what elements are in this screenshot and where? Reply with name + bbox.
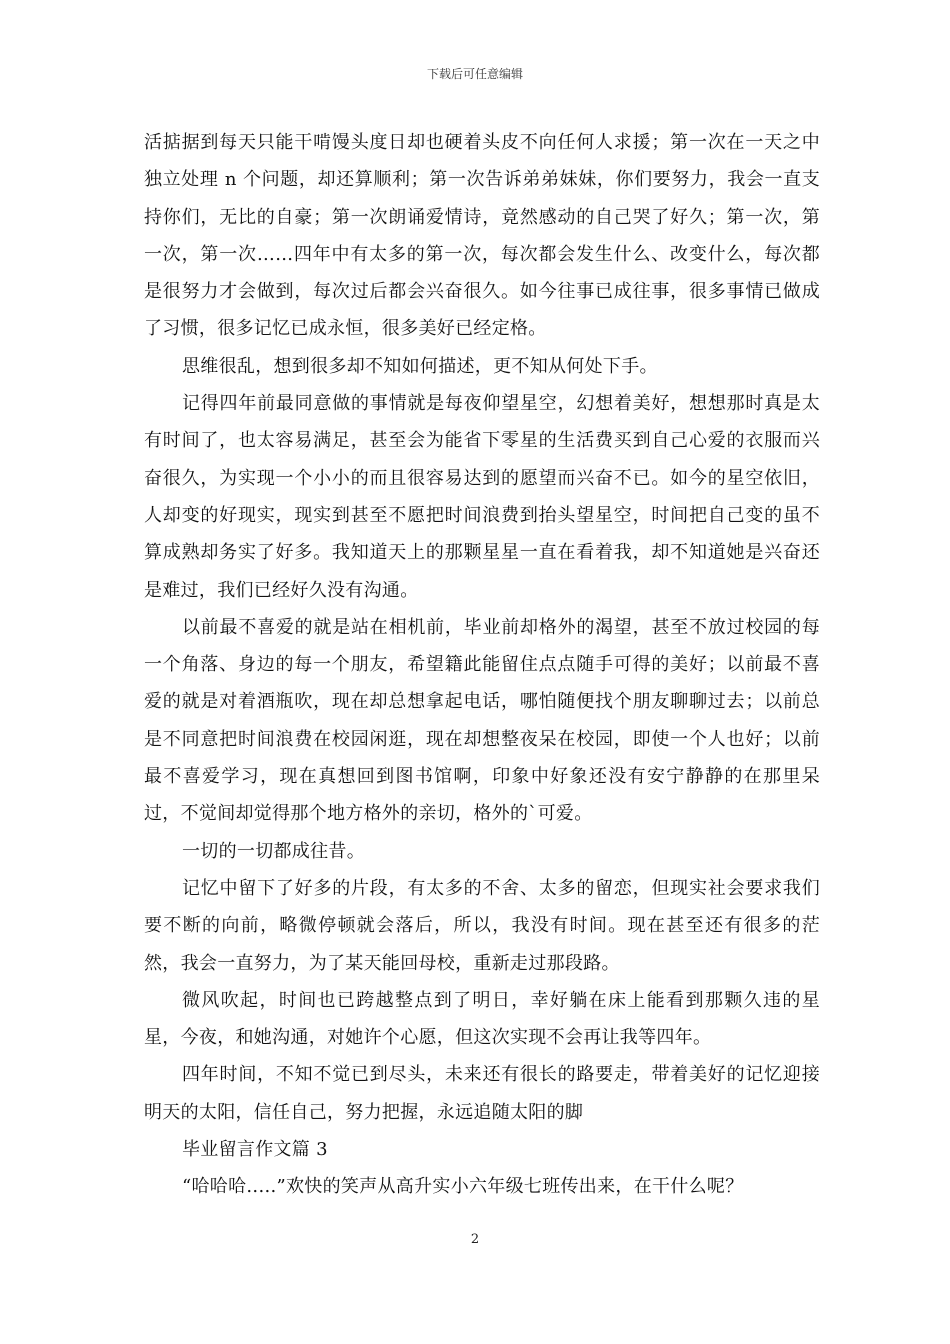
paragraph: 四年时间，不知不觉已到尽头，未来还有很长的路要走，带着美好的记忆迎接明天的太阳，信任自己，努力把握，永远追随太阳的脚: [144, 1064, 820, 1123]
paragraph: 思维很乱，想到很多却不知如何描述，更不知从何处下手。: [182, 355, 658, 377]
document-body: [144, 124, 820, 1206]
page-header: 下载后可任意编辑: [426, 67, 523, 81]
paragraph: 以前最不喜爱的就是站在相机前，毕业前却格外的渴望，甚至不放过校园的每一个角落、身边的每一个朋友，希望籍此能留住点点随手可得的美好；以前最不喜爱的就是对着酒瓶吹，现在却总想拿起电话，哪怕随便找个朋友聊聊过去；以前总是不同意把时间浪费在校园闲逛，现在却想整夜呆在校园，即使一个人也好；以前最不喜爱学习，现在真想回到图书馆啊，印象中好象还没有安宁静静的在那里呆过，不觉间却觉得那个地方格外的亲切，格外的`可爱。: [144, 616, 820, 825]
section-heading: 毕业留言作文篇 3: [182, 1139, 328, 1161]
page-number: 2: [470, 1232, 480, 1247]
paragraph: “哈哈哈.....”欢快的笑声从高升实小六年级七班传出来，在干什么呢？: [182, 1176, 744, 1198]
paragraph: 一切的一切都成往昔。: [182, 840, 365, 862]
paragraph: 活掂据到每天只能干啃馒头度日却也硬着头皮不向任何人求援；第一次在一天之中独立处理 n 个问题，却还算顺利；第一次告诉弟弟妹妹，你们要努力，我会一直支持你们，无比的自豪；第一次朗诵爱情诗，竟然感动的自己哭了好久；第一次，第一次，第一次……四年中有太多的第一次，每次都会发生什么、改变什么，每次都是很努力才会做到，每次过后都会兴奋很久。如今往事已成往事，很多事情已做成了习惯，很多记忆已成永恒，很多美好已经定格。: [144, 132, 820, 340]
paragraph: 记忆中留下了好多的片段，有太多的不舍、太多的留恋，但现实社会要求我们要不断的向前，略微停顿就会落后，所以，我没有时间。现在甚至还有很多的茫然，我会一直努力，为了某天能回母校，重新走过那段路。: [144, 877, 820, 974]
paragraph: 微风吹起，时间也已跨越整点到了明日，幸好躺在床上能看到那颗久违的星星，今夜，和她沟通，对她许个心愿，但这次实现不会再让我等四年。: [144, 989, 820, 1049]
paragraph: 记得四年前最同意做的事情就是每夜仰望星空，幻想着美好，想想那时真是太有时间了，也太容易满足，甚至会为能省下零星的生活费买到自己心爱的衣服而兴奋很久，为实现一个小小的而且很容易达到的愿望而兴奋不已。如今的星空依旧，人却变的好现实，现实到甚至不愿把时间浪费到抬头望星空，时间把自己变的虽不算成熟却务实了好多。我知道天上的那颗星星一直在看着我，却不知道她是兴奋还是难过，我们已经好久没有沟通。: [144, 393, 820, 601]
